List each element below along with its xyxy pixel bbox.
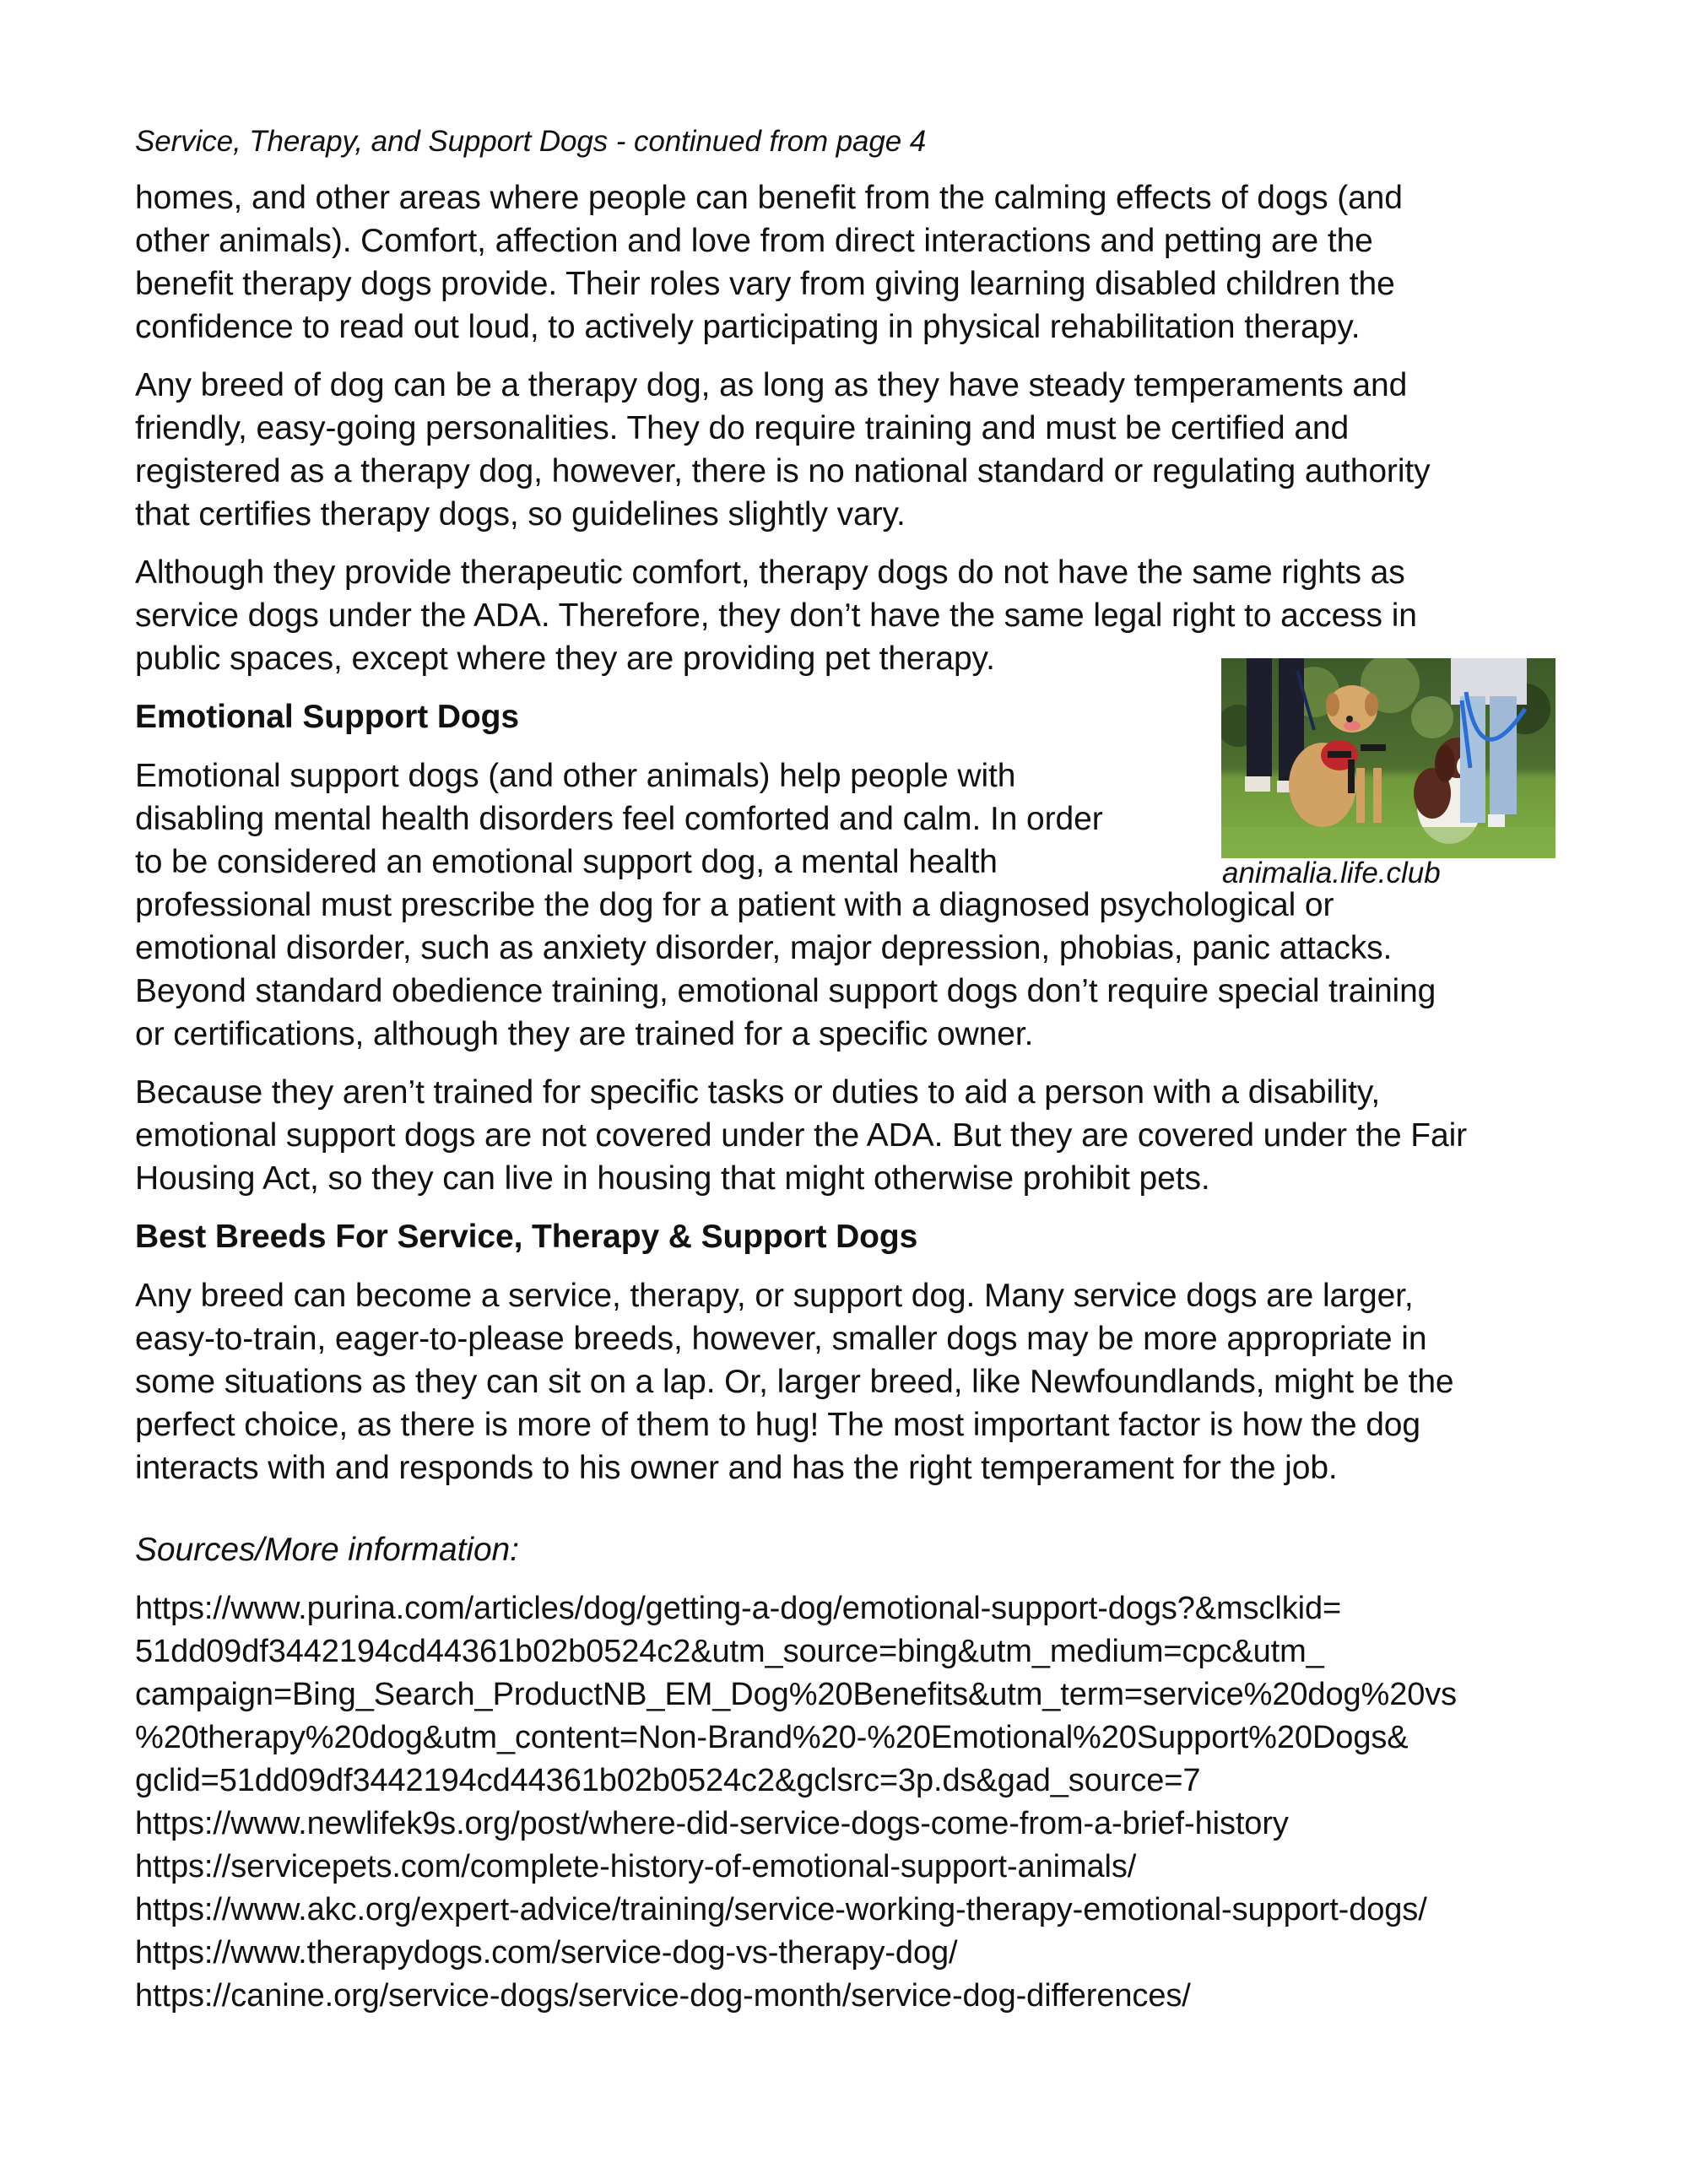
text-line: easy-to-train, eager-to-please breeds, however, smaller dogs may be more appropriate in [135, 1321, 1427, 1357]
photo-caption: animalia.life.club [1222, 857, 1441, 889]
source-url-line[interactable]: %20therapy%20dog&utm_content=Non-Brand%20-%20Emotional%20Support%20Dogs& [135, 1720, 1409, 1755]
source-url-line[interactable]: campaign=Bing_Search_ProductNB_EM_Dog%20Benefits&utm_term=service%20dog%20vs [135, 1677, 1458, 1712]
text-line: disabling mental health disorders feel comforted and calm. In order [135, 801, 1103, 837]
text-line: public spaces, except where they are providing pet therapy. [135, 641, 995, 677]
text-line: Because they aren’t trained for specific tasks or duties to aid a person with a disability, [135, 1074, 1381, 1111]
text-line: emotional support dogs are not covered under the ADA. But they are covered under the Fair [135, 1117, 1468, 1154]
text-line: interacts with and responds to his owner and has the right temperament for the job. [135, 1450, 1338, 1486]
source-url-line[interactable]: https://canine.org/service-dogs/service-dog-month/service-dog-differences/ [135, 1978, 1191, 2014]
text-line: professional must prescribe the dog for a patient with a diagnosed psychological or [135, 887, 1334, 923]
source-url-line[interactable]: https://www.akc.org/expert-advice/training/service-working-therapy-emotional-support-dogs/ [135, 1892, 1427, 1927]
text-line: emotional disorder, such as anxiety disorder, major depression, phobias, panic attacks. [135, 930, 1393, 966]
dogs-photo-image [1221, 658, 1555, 858]
text-line: perfect choice, as there is more of them to hug! The most important factor is how the dog [135, 1407, 1420, 1443]
source-url-line[interactable]: gclid=51dd09df3442194cd44361b02b0524c2&gclsrc=3p.ds&gad_source=7 [135, 1763, 1201, 1798]
text-line: Although they provide therapeutic comfort, therapy dogs do not have the same rights as [135, 554, 1405, 591]
text-line: service dogs under the ADA. Therefore, they don’t have the same legal right to access in [135, 597, 1417, 634]
source-url-line[interactable]: https://www.therapydogs.com/service-dog-vs-therapy-dog/ [135, 1935, 958, 1970]
text-line: registered as a therapy dog, however, there is no national standard or regulating authority [135, 453, 1431, 489]
text-line: Emotional support dogs (and other animals) help people with [135, 758, 1016, 794]
source-url-line[interactable]: https://www.newlifek9s.org/post/where-did-service-dogs-come-from-a-brief-history [135, 1806, 1289, 1841]
text-line: friendly, easy-going personalities. They do require training and must be certified and [135, 410, 1350, 446]
source-url-line[interactable]: https://www.purina.com/articles/dog/getting-a-dog/emotional-support-dogs?&msclkid= [135, 1591, 1342, 1626]
sources-label: Sources/More information: [135, 1532, 519, 1568]
text-line: Housing Act, so they can live in housing that might otherwise prohibit pets. [135, 1160, 1210, 1197]
continuation-header: Service, Therapy, and Support Dogs - continued from page 4 [135, 125, 927, 158]
text-line: benefit therapy dogs provide. Their roles vary from giving learning disabled children the [135, 266, 1395, 302]
text-line: or certifications, although they are trained for a specific owner. [135, 1016, 1034, 1052]
text-line: confidence to read out loud, to actively participating in physical rehabilitation therapy. [135, 309, 1361, 345]
text-line: to be considered an emotional support dog, a mental health [135, 844, 998, 880]
text-line: other animals). Comfort, affection and love from direct interactions and petting are the [135, 223, 1373, 259]
source-url-line[interactable]: https://servicepets.com/complete-history-of-emotional-support-animals/ [135, 1849, 1137, 1884]
dogs-photo [1221, 658, 1555, 858]
heading-emotional-support-dogs: Emotional Support Dogs [135, 699, 519, 735]
source-url-line[interactable]: 51dd09df3442194cd44361b02b0524c2&utm_source=bing&utm_medium=cpc&utm_ [135, 1634, 1324, 1669]
text-line: Any breed can become a service, therapy, or support dog. Many service dogs are larger, [135, 1278, 1414, 1314]
text-line: that certifies therapy dogs, so guidelines slightly vary. [135, 496, 906, 532]
heading-best-breeds: Best Breeds For Service, Therapy & Support Dogs [135, 1219, 918, 1255]
text-line: Beyond standard obedience training, emotional support dogs don’t require special training [135, 973, 1436, 1009]
text-line: homes, and other areas where people can benefit from the calming effects of dogs (and [135, 180, 1403, 216]
text-line: Any breed of dog can be a therapy dog, as long as they have steady temperaments and [135, 367, 1408, 403]
text-line: some situations as they can sit on a lap. Or, larger breed, like Newfoundlands, might be the [135, 1364, 1454, 1400]
